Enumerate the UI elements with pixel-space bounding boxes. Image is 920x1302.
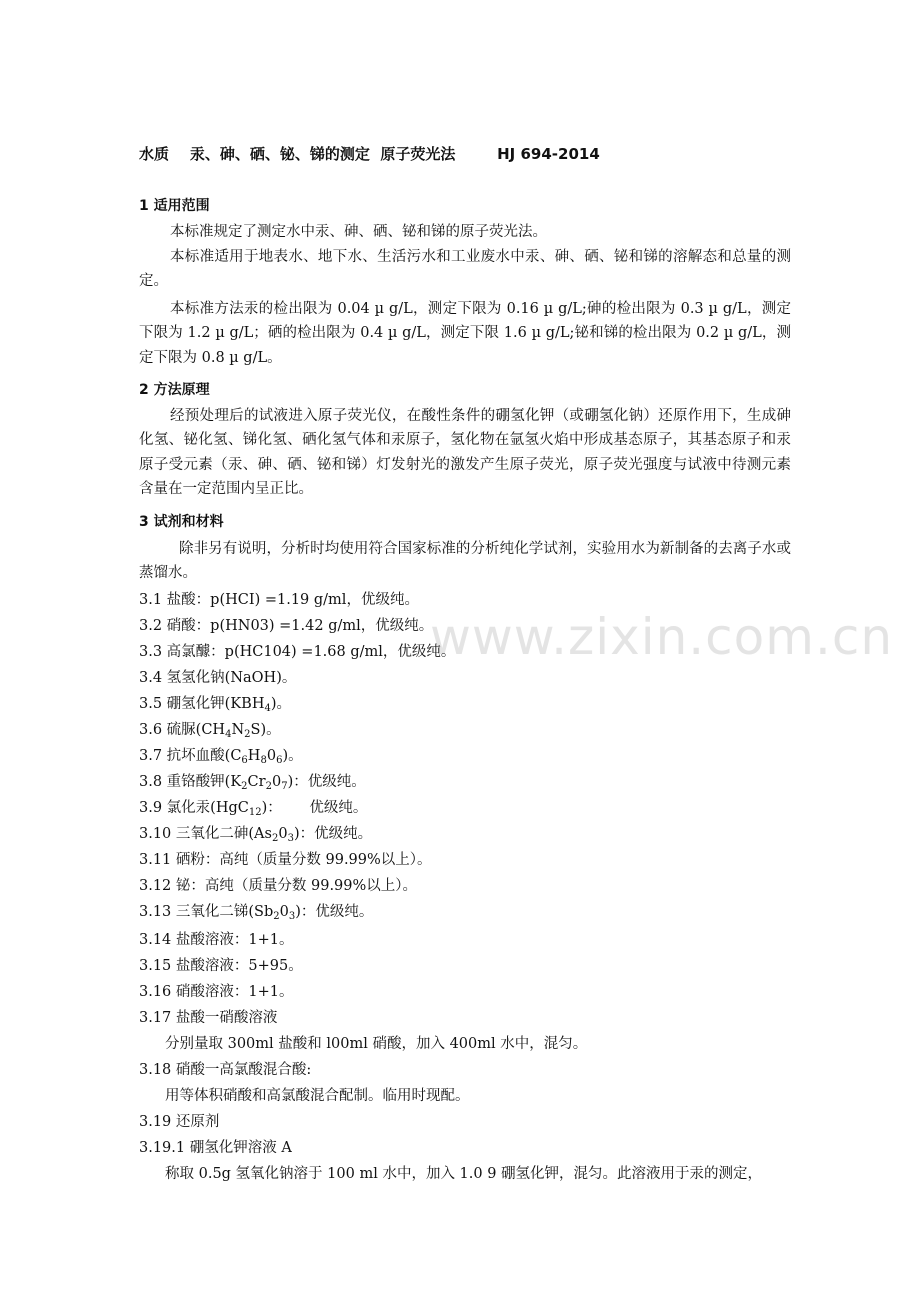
section-3-intro: 除非另有说明，分析时均使用符合国家标准的分析纯化学试剂，实验用水为新制备的去离子水或蒸馏水。 — [139, 541, 791, 582]
section-3-heading: 3 试剂和材料 — [139, 514, 224, 530]
list-item: 3.13 三氧化二锑$(Sb_20_3)$：优级纯。 — [139, 904, 374, 922]
list-item: 3.15 盐酸溶液：5+95。 — [139, 958, 303, 974]
list-item-text: 用等体积硝酸和高氯酸混合配制。临用时现配。 — [165, 1088, 470, 1104]
section-1-heading: 1 适用范围 — [139, 198, 210, 214]
document-title: 水质 汞、砷、硒、铋、锑的测定 原子荧光法 HJ 694-2014 — [139, 145, 600, 163]
list-item: 3.11 硒粉：高纯（质量分数 99.99%以上）。 — [139, 852, 432, 868]
list-item: 3.2 硝酸：p(HN03) =1.42 g/ml，优级纯。 — [139, 618, 434, 634]
list-item: 3.18 硝酸一高氯酸混合酸: — [139, 1062, 312, 1078]
list-item: 3.7 抗坏血酸$(C_6H_80_6)$。 — [139, 748, 303, 766]
section-1-paragraph: 本标准方法汞的检出限为 0.04 µ g/L，测定下限为 0.16 µ g/L;砷的检出限为 0.3 µ g/L，测定下限为 1.2 µ g/L；硒的检出限为 0.4 µ g/L，测定下限 1.6 µ g/L;铋和锑的检出限为 0.2 µ g/L，测定下限为 0.8 µ g/L。 — [139, 301, 791, 366]
list-item-text: 分别量取 300ml 盐酸和 l00ml 硝酸，加入 400ml 水中，混匀。 — [165, 1036, 588, 1052]
list-item: 3.10 三氧化二砷$(As_20_3)$：优级纯。 — [139, 826, 373, 844]
list-item: 3.19.1 硼氢化钾溶液 A — [139, 1140, 292, 1156]
section-1-paragraph: 本标准规定了测定水中汞、砷、硒、铋和锑的原子荧光法。 — [170, 224, 547, 240]
section-2-paragraph: 经预处理后的试液进入原子荧光仪，在酸性条件的硼氢化钾（或硼氢化钠）还原作用下，生成砷化氢、铋化氢、锑化氢、硒化氢气体和汞原子，氢化物在氩氢火焰中形成基态原子，其基态原子和汞原子受元素（汞、砷、硒、铋和锑）灯发射光的激发产生原子荧光，原子荧光强度与试液中待测元素含量在一定范围内呈正比。 — [139, 408, 791, 497]
list-item: 3.12 铋：高纯（质量分数 99.99%以上）。 — [139, 878, 418, 894]
list-item: 3.17 盐酸一硝酸溶液 — [139, 1010, 278, 1026]
watermark: www.zixin.com.cn — [430, 608, 894, 666]
list-item: 3.14 盐酸溶液：1+1。 — [139, 932, 294, 948]
list-item: 3.3 高氯醵：p(HC104) =1.68 g/ml，优级纯。 — [139, 644, 456, 660]
list-item: 3.9 氯化汞(HgC$_{12}$)： 优级纯。 — [139, 800, 368, 818]
list-item: 3.16 硝酸溶液：1+1。 — [139, 984, 294, 1000]
list-item: 3.8 重铬酸钾$(K_2Cr_20_7)$：优级纯。 — [139, 774, 366, 792]
list-item: 3.4 氢氢化钠(NaOH)。 — [139, 670, 297, 686]
list-item: 3.6 硫脲$(CH_4N_2S)$。 — [139, 722, 281, 740]
list-item-text: 称取 0.5g 氢氧化钠溶于 100 ml 水中，加入 1.0 9 硼氢化钾，混匀。此溶液用于汞的测定， — [165, 1166, 763, 1182]
section-1-paragraph: 本标准适用于地表水、地下水、生活污水和工业废水中汞、砷、硒、铋和锑的溶解态和总量的测定。 — [139, 249, 791, 290]
list-item: 3.1 盐酸：p(HCI) =1.19 g/ml，优级纯。 — [139, 592, 419, 608]
section-2-heading: 2 方法原理 — [139, 382, 210, 398]
list-item: 3.5 硼氢化钾$(KBH_4)$。 — [139, 696, 292, 714]
list-item: 3.19 还原剂 — [139, 1114, 220, 1130]
